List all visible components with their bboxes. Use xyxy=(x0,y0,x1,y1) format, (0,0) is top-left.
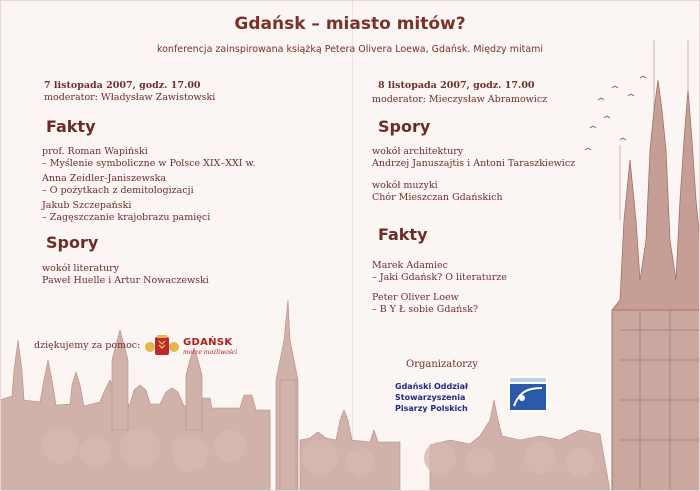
page-title: Gdańsk – miasto mitów? xyxy=(234,14,466,34)
talk-speaker: Jakub Szczepański xyxy=(42,200,132,211)
talk-topic: – Jaki Gdańsk? O literaturze xyxy=(372,272,507,283)
gdansk-logo xyxy=(144,335,237,357)
day2-talk-4 xyxy=(372,292,478,316)
organizer-line-1: Gdański Oddział xyxy=(395,382,469,391)
talk-speaker: Marek Adamiec xyxy=(372,260,448,271)
gdansk-crest-icon xyxy=(144,335,180,357)
day1-section1-heading: Fakty xyxy=(46,117,96,136)
day2-date: 8 listopada 2007, godz. 17.00 xyxy=(378,80,535,91)
day2-section1-heading: Spory xyxy=(378,117,431,136)
talk-topic: – B Y Ł sobie Gdańsk? xyxy=(372,304,478,315)
day1-date: 7 listopada 2007, godz. 17.00 xyxy=(44,80,201,91)
talk-topic: Paweł Huelle i Artur Nowaczewski xyxy=(42,275,209,286)
organizer-line-2: Stowarzyszenia xyxy=(395,393,466,402)
talk-speaker: Anna Zeidler-Janiszewska xyxy=(42,173,167,184)
talk-topic: – O pożytkach z demitologizacji xyxy=(42,185,194,196)
gdansk-logo-text: GDAŃSK xyxy=(183,336,233,348)
organizer-line-3: Pisarzy Polskich xyxy=(395,404,468,413)
organizer-name xyxy=(395,381,505,414)
talk-topic: – Myślenie symboliczne w Polsce XIX–XXI w. xyxy=(42,158,256,169)
day2-talk-2 xyxy=(372,180,503,204)
day1-header xyxy=(44,80,201,91)
gdansk-logo-tagline: morze możliwości xyxy=(183,348,238,356)
day1-talk-4 xyxy=(42,263,209,287)
day2-talk-1 xyxy=(372,146,575,170)
culture-institution-logo-icon xyxy=(508,376,548,412)
sponsor-thanks: dziękujemy za pomoc: xyxy=(34,340,141,351)
day2-talk-3 xyxy=(372,260,507,284)
talk-speaker: wokół literatury xyxy=(42,263,119,274)
day1-talk-3 xyxy=(42,200,210,224)
day2-section2-heading: Fakty xyxy=(378,225,428,244)
day2-header xyxy=(378,80,535,91)
talk-speaker: wokół muzyki xyxy=(372,180,438,191)
day1-talk-2 xyxy=(42,173,194,197)
day1-moderator: moderator: Władysław Zawistowski xyxy=(44,92,216,103)
talk-topic: Andrzej Januszajtis i Antoni Taraszkiewicz xyxy=(372,158,576,169)
day2-moderator: moderator: Mieczysław Abramowicz xyxy=(372,94,548,105)
talk-speaker: Peter Oliver Loew xyxy=(372,292,459,303)
talk-speaker: wokół architektury xyxy=(372,146,464,157)
day1-section2-heading: Spory xyxy=(46,233,99,252)
talk-topic: Chór Mieszczan Gdańskich xyxy=(372,192,503,203)
day1-talk-1 xyxy=(42,146,256,170)
talk-topic: – Zagęszczanie krajobrazu pamięci xyxy=(42,212,211,223)
organizers-label: Organizatorzy xyxy=(406,359,478,370)
talk-speaker: prof. Roman Wapiński xyxy=(42,146,148,157)
page-subtitle: konferencja zainspirowana książką Petera Olivera Loewa, Gdańsk. Między mitami xyxy=(156,44,544,55)
